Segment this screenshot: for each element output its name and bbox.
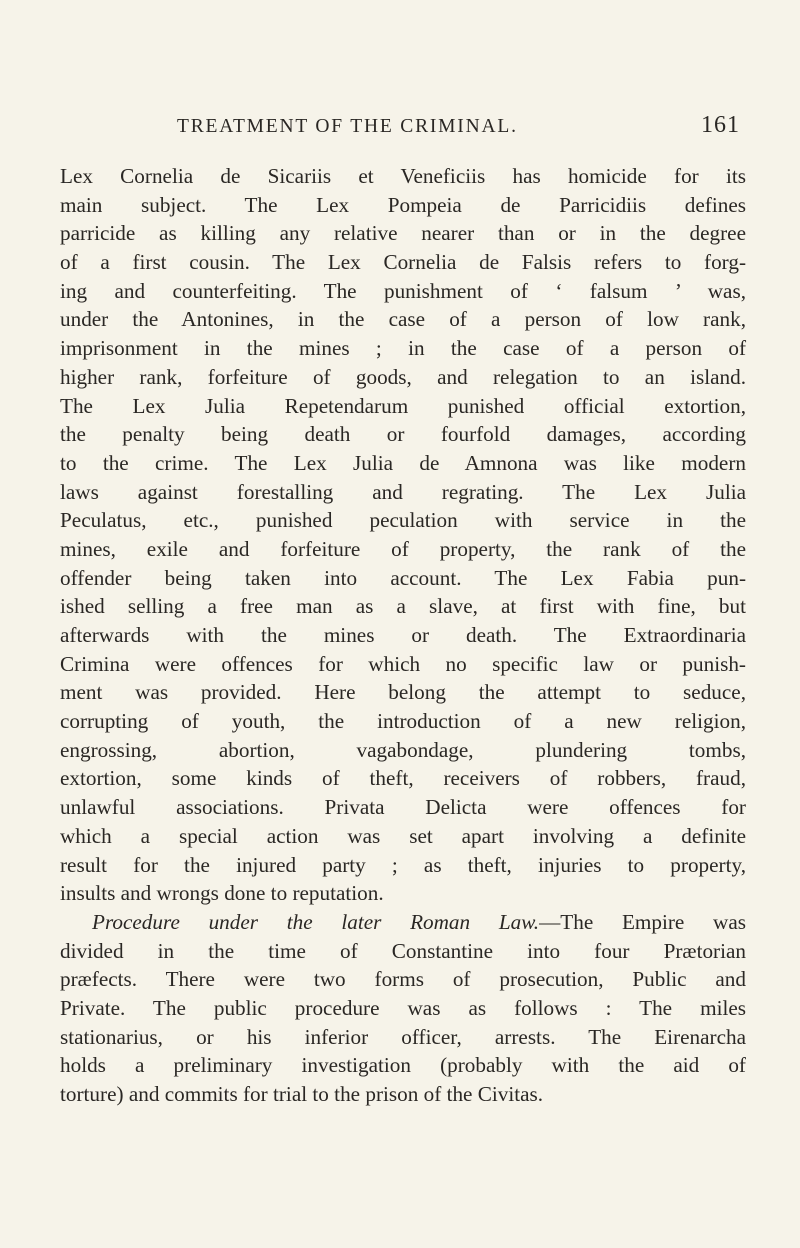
section-heading: Procedure under the later Roman Law. <box>92 909 540 934</box>
text-line: laws against forestalling and regrating. The Lex Julia <box>60 479 746 504</box>
section-lead-line <box>60 908 746 937</box>
text-line: ment was provided. Here belong the attempt to seduce, <box>60 680 746 705</box>
text-line: higher rank, forfeiture of goods, and relegation to an island. <box>60 364 746 389</box>
text-line: Crimina were offences for which no specific law or punish- <box>60 651 746 676</box>
text-line: Peculatus, etc., punished peculation with service in the <box>60 508 746 533</box>
text-line: to the crime. The Lex Julia de Amnona was like modern <box>60 450 746 475</box>
text-line: ished selling a free man as a slave, at first with fine, but <box>60 594 746 619</box>
text-line: torture) and commits for trial to the prison of the Civitas. <box>60 1082 544 1106</box>
text-line: Private. The public procedure was as follows : The miles <box>60 995 746 1020</box>
text-line: the penalty being death or fourfold damages, according <box>60 422 746 447</box>
text-line: result for the injured party ; as theft, injuries to property, <box>60 852 746 877</box>
text-line: under the Antonines, in the case of a person of low rank, <box>60 307 746 332</box>
text-line: of a first cousin. The Lex Cornelia de Falsis refers to forg- <box>60 250 746 275</box>
text-line: ing and counterfeiting. The punishment of ‘ falsum ’ was, <box>60 278 746 303</box>
text-line: stationarius, or his inferior officer, arrests. The Eirenarcha <box>60 1024 746 1049</box>
text-line: insults and wrongs done to reputation. <box>60 881 384 906</box>
text-line: divided in the time of Constantine into four Prætorian <box>60 938 746 963</box>
section-lead-text: —The Empire was <box>539 909 746 934</box>
text-line: offender being taken into account. The Lex Fabia pun- <box>60 565 746 590</box>
text-line: afterwards with the mines or death. The Extraordinaria <box>60 623 746 647</box>
text-line: Lex Cornelia de Sicariis et Veneficiis has homicide for its <box>60 164 746 188</box>
text-line: holds a preliminary investigation (probably with the aid of <box>60 1053 746 1078</box>
text-line: The Lex Julia Repetendarum punished official extortion, <box>60 393 746 418</box>
text-line: unlawful associations. Privata Delicta were offences for <box>60 795 746 820</box>
body-text <box>60 162 746 1109</box>
text-line: corrupting of youth, the introduction of a new religion, <box>60 709 746 734</box>
running-title: TREATMENT OF THE CRIMINAL. <box>177 116 518 137</box>
text-line: mines, exile and forfeiture of property, the rank of the <box>60 536 746 561</box>
text-line: imprisonment in the mines ; in the case of a person of <box>60 336 746 361</box>
page-number: 161 <box>701 112 740 138</box>
text-line: præfects. There were two forms of prosecution, Public and <box>60 967 746 992</box>
text-line: extortion, some kinds of theft, receivers of robbers, fraud, <box>60 766 746 791</box>
running-header <box>60 112 740 142</box>
text-line: which a special action was set apart involving a definite <box>60 823 746 848</box>
text-line: engrossing, abortion, vagabondage, plundering tombs, <box>60 737 746 762</box>
text-line: parricide as killing any relative nearer than or in the degree <box>60 221 746 246</box>
text-line: main subject. The Lex Pompeia de Parricidiis defines <box>60 192 746 217</box>
